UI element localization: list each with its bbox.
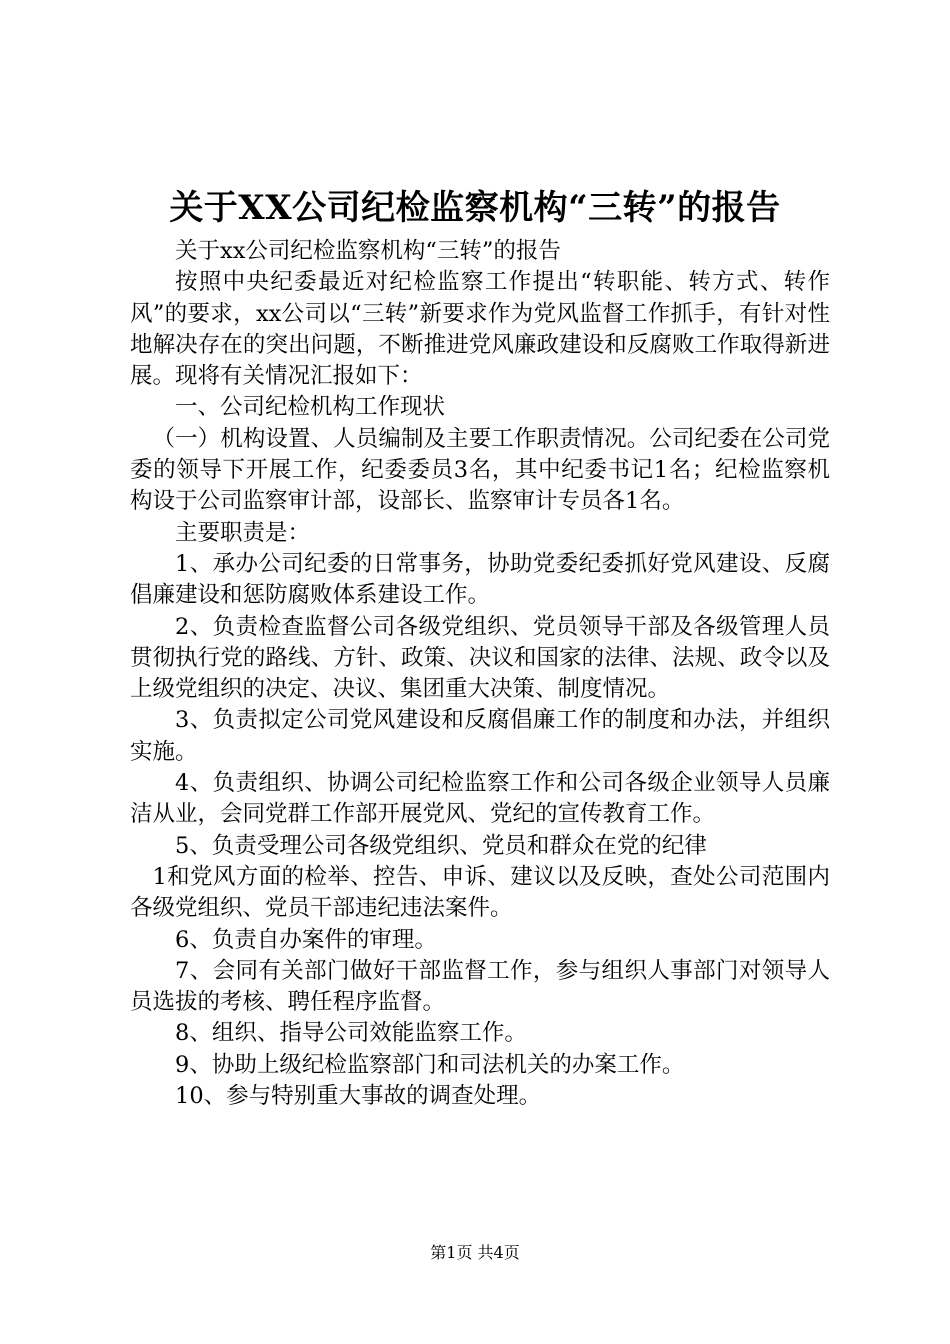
duty-item-1: 1、承办公司纪委的日常事务，协助党委纪委抓好党风建设、反腐倡廉建设和惩防腐败体系建设工作。 bbox=[130, 550, 830, 609]
duty-item-8: 8、组织、指导公司效能监察工作。 bbox=[175, 1020, 527, 1047]
document-body bbox=[130, 236, 830, 1112]
duty-item-9: 9、协助上级纪检监察部门和司法机关的办案工作。 bbox=[175, 1051, 685, 1078]
page-number-footer: 第1页 共4页 bbox=[430, 1243, 520, 1262]
document-title: 关于XX公司纪检监察机构“三转”的报告 bbox=[169, 188, 781, 228]
duty-item-3: 3、负责拟定公司党风建设和反腐倡廉工作的制度和办法，并组织实施。 bbox=[130, 707, 830, 765]
section-heading-1: 一、公司纪检机构工作现状 bbox=[175, 394, 446, 421]
paragraph-intro: 按照中央纪委最近对纪检监察工作提出“转职能、转方式、转作风”的要求，xx公司以“三转”新要求作为党风监督工作抓手，有针对性地解决存在的突出问题，不断推进党风廉政建设和反腐败工作取得新进展。现将有关情况汇报如下： bbox=[130, 269, 830, 390]
duty-item-10: 10、参与特别重大事故的调查处理。 bbox=[175, 1083, 542, 1110]
duty-item-4: 4、负责组织、协调公司纪检监察工作和公司各级企业领导人员廉洁从业，会同党群工作部开展党风、党纪的宣传教育工作。 bbox=[130, 770, 830, 828]
paragraph-organization: （一）机构设置、人员编制及主要工作职责情况。公司纪委在公司党委的领导下开展工作，纪委委员3名，其中纪委书记1名；纪检监察机构设于公司监察审计部，设部长、监察审计专员各1名。 bbox=[130, 425, 830, 515]
paragraph-subtitle: 关于xx公司纪检监察机构“三转”的报告 bbox=[175, 238, 561, 264]
duty-item-5-continued: 1和党风方面的检举、控告、申诉、建议以及反映，查处公司范围内各级党组织、党员干部违纪违法案件。 bbox=[130, 863, 830, 922]
duty-item-5: 5、负责受理公司各级党组织、党员和群众在党的纪律 bbox=[175, 832, 707, 859]
duty-item-6: 6、负责自办案件的审理。 bbox=[175, 926, 437, 953]
duty-item-7: 7、会同有关部门做好干部监督工作，参与组织人事部门对领导人员选拔的考核、聘任程序监督。 bbox=[130, 957, 830, 1016]
duty-item-2: 2、负责检查监督公司各级党组织、党员领导干部及各级管理人员贯彻执行党的路线、方针、政策、决议和国家的法律、法规、政令以及上级党组织的决定、决议、集团重大决策、制度情况。 bbox=[130, 613, 830, 703]
paragraph-duties-heading: 主要职责是： bbox=[175, 519, 311, 546]
